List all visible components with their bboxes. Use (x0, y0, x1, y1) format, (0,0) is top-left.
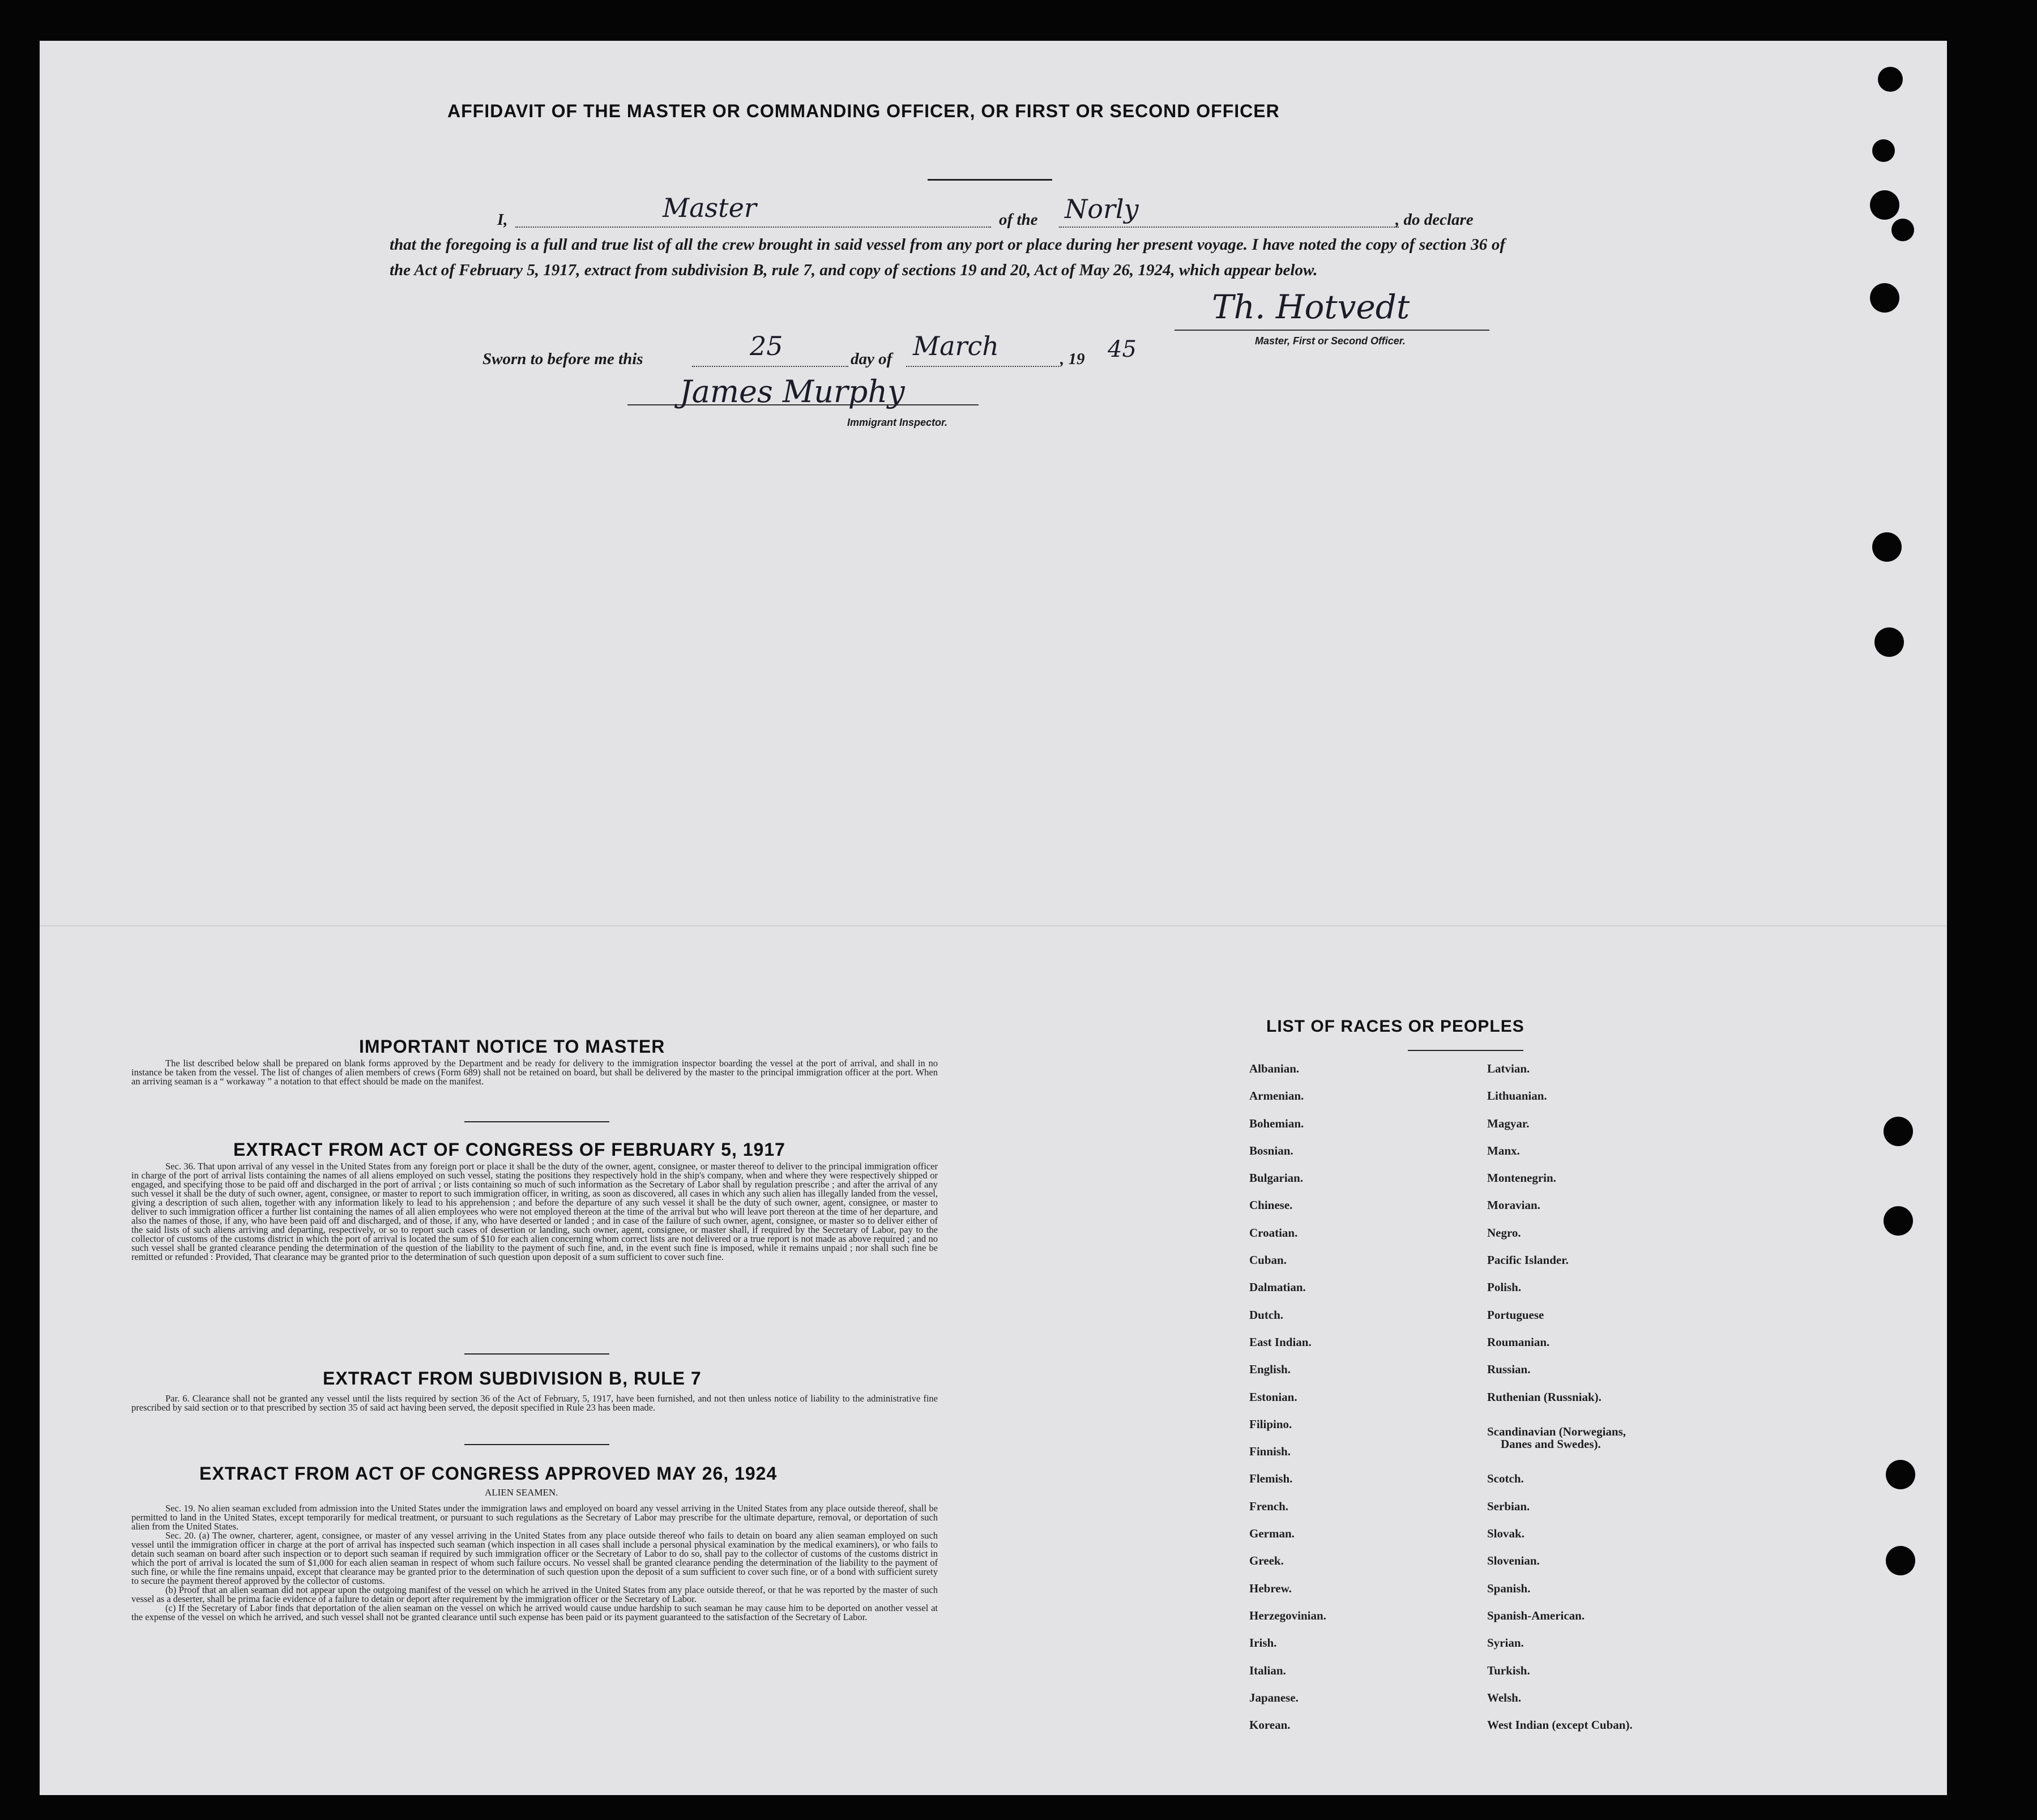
section-divider (464, 1444, 609, 1445)
race-item: Serbian. (1487, 1499, 1530, 1513)
race-item: Slovak. (1487, 1527, 1524, 1541)
month-handwriting: March (913, 331, 999, 361)
signature-caption: Master, First or Second Officer. (1255, 335, 1406, 347)
punch-hole (1891, 219, 1914, 241)
extract-1917-text (131, 1162, 938, 1262)
vessel-field-line (1059, 227, 1399, 228)
punch-hole (1872, 139, 1895, 162)
vessel-name-handwriting: Norly (1065, 194, 1139, 224)
master-name-handwriting: Master (663, 193, 757, 223)
extract-1924-text (131, 1504, 938, 1622)
race-item-line: Scandinavian (Norwegians, (1487, 1424, 1626, 1438)
race-item: Russian. (1487, 1362, 1531, 1377)
race-item: Filipino. (1249, 1417, 1292, 1431)
race-item: Croatian. (1249, 1225, 1298, 1240)
race-item: East Indian. (1249, 1335, 1312, 1349)
race-item: Portuguese (1487, 1308, 1544, 1322)
sworn-label: Sworn to before me this (482, 350, 643, 368)
punch-hole (1872, 532, 1902, 562)
race-item-line: Danes and Swedes). (1501, 1437, 1601, 1451)
sec20b-paragraph: (b) Proof that an alien seaman did not appear upon the outgoing manifest of the vessel on which he arrived in the United States from any place outside thereof, or that he was reported by the master of such vessel as a deserter, shall be prima facie evidence of a failure to detain or deport after requirement by the immigration officer or the Secretary of Labor. (131, 1584, 938, 1604)
race-item: Finnish. (1249, 1445, 1291, 1459)
year-prefix: , 19 (1060, 350, 1085, 368)
notice-text (131, 1059, 938, 1086)
punch-hole (1884, 1206, 1913, 1236)
punch-hole (1878, 67, 1903, 92)
fold-line (40, 925, 1947, 926)
race-item: Hebrew. (1249, 1581, 1292, 1595)
sec20c-paragraph: (c) If the Secretary of Labor finds that deportation of the alien seaman on the vessel on which he arrived would cause undue hardship to such seaman he may cause him to be deported on another vessel at the expense of the vessel on which he arrived, and such vessel shall not be granted clearance until such expense has been paid or its payment guaranteed to the satisfaction of the Secretary of Labor. (131, 1603, 938, 1622)
race-item: Spanish. (1487, 1581, 1531, 1595)
race-item: Bulgarian. (1249, 1171, 1304, 1185)
races-underline (1408, 1050, 1523, 1051)
punch-hole (1870, 190, 1899, 220)
race-item: Dalmatian. (1249, 1280, 1306, 1294)
race-item: Latvian. (1487, 1062, 1530, 1075)
race-item: Armenian. (1249, 1089, 1304, 1103)
race-item: French. (1249, 1499, 1289, 1513)
race-item: Polish. (1487, 1280, 1522, 1294)
punch-hole (1884, 1117, 1913, 1146)
race-item: West Indian (except Cuban). (1487, 1718, 1633, 1732)
extract-rule7-title: EXTRACT FROM SUBDIVISION B, RULE 7 (323, 1368, 702, 1389)
races-column-2 (1487, 1062, 1633, 1745)
inspector-caption: Immigrant Inspector. (847, 417, 948, 428)
section-divider (464, 1353, 609, 1355)
notice-title: IMPORTANT NOTICE TO MASTER (359, 1036, 665, 1057)
race-item: Moravian. (1487, 1198, 1540, 1212)
race-item: Welsh. (1487, 1690, 1522, 1704)
month-field-line (906, 366, 1059, 367)
punch-hole (1874, 627, 1904, 657)
race-item: German. (1249, 1527, 1295, 1541)
punch-hole (1886, 1546, 1915, 1575)
race-item: Magyar. (1487, 1116, 1530, 1130)
races-column-1 (1249, 1062, 1326, 1745)
day-of-label: day of (851, 350, 892, 368)
par6-paragraph: Par. 6. Clearance shall not be granted any vessel until the lists required by section 36 of the Act of February, 5, 1917, have been furnished, and not then unless notice of liability to the administrative fine prescribed by said section or to that prescribed by section 35 of said act having been served, the deposit specified in Rule 23 has been made. (131, 1393, 938, 1413)
punch-hole (1886, 1460, 1915, 1489)
race-item: Dutch. (1249, 1308, 1284, 1322)
signature-line (1175, 330, 1489, 331)
race-item: Japanese. (1249, 1690, 1299, 1704)
master-signature: Th. Hotvedt (1212, 288, 1410, 326)
race-item: Montenegrin. (1487, 1171, 1556, 1185)
race-item: Slovenian. (1487, 1554, 1540, 1568)
race-item: Bosnian. (1249, 1143, 1293, 1157)
of-the-label: of the (999, 211, 1038, 229)
affidavit-title: AFFIDAVIT OF THE MASTER OR COMMANDING OFFICER, OR FIRST OR SECOND OFFICER (447, 101, 1280, 121)
inspector-signature: James Murphy (680, 374, 905, 409)
race-item: Roumanian. (1487, 1335, 1550, 1349)
i-label: I, (497, 211, 508, 229)
race-item: Italian. (1249, 1663, 1286, 1677)
extract-1924-title: EXTRACT FROM ACT OF CONGRESS APPROVED MAY 26, 1924 (199, 1463, 778, 1484)
race-item: Herzegovinian. (1249, 1608, 1326, 1622)
race-item: Cuban. (1249, 1253, 1287, 1267)
day-field-line (692, 366, 848, 367)
extract-rule7-text (131, 1394, 938, 1412)
day-handwriting: 25 (750, 331, 783, 361)
alien-seamen-subtitle: ALIEN SEAMEN. (485, 1487, 558, 1498)
do-declare-label: , do declare (1395, 211, 1474, 229)
sec20a-paragraph: Sec. 20. (a) The owner, charterer, agent, consignee, or master of any vessel arriving in the United States from any place outside thereof who fails to detain on board any alien seaman employed on such vessel until the immigration officer in charge at the port of arrival has inspected such seaman (which inspection in all cases shall include a personal physical examination by the medical examiners), or who fails to detain such seaman on board after such inspection or to deport such seaman if required by such immigration officer or the Secretary of Labor to do so, shall pay to the collector of customs of the customs district in which the port of arrival is located the sum of $1,000 for each alien seaman in respect of whom such failure occurs. No vessel shall be granted clearance pending the determination of the liability to the payment of such fine, or while the fine remains unpaid, except that clearance may be granted prior to the determination of such question upon the deposit of a sum sufficient to cover such fine, or of a bond with sufficient surety to secure the payment thereof approved by the collector of customs. (131, 1530, 938, 1586)
race-item: Ruthenian (Russniak). (1487, 1390, 1602, 1404)
race-item: English. (1249, 1362, 1291, 1377)
race-item: Estonian. (1249, 1390, 1297, 1404)
year-handwriting: 45 (1108, 336, 1137, 362)
title-underline (928, 179, 1052, 181)
race-item: Syrian. (1487, 1636, 1524, 1650)
race-item: Spanish-American. (1487, 1608, 1585, 1622)
race-item: Manx. (1487, 1143, 1520, 1157)
race-item: Greek. (1249, 1554, 1284, 1568)
declaration-text: that the foregoing is a full and true list of all the crew brought in said vessel from any port or place during her present voyage. I have noted the copy of section 36 of the Act of February 5, 1917, extract from subdivision B, rule 7, and copy of sections 19 and 20, Act of May 26, 1924, which appear below. (390, 236, 1505, 279)
race-item: Korean. (1249, 1718, 1291, 1732)
race-item: Bohemian. (1249, 1116, 1304, 1130)
race-item: Negro. (1487, 1225, 1521, 1240)
sec19-paragraph: Sec. 19. No alien seaman excluded from admission into the United States under the immigration laws and employed on board any vessel arriving in the United States from any place outside thereof, shall be permitted to land in the United States, except temporarily for medical treatment, or pursuant to such regulations as the Secretary of Labor may prescribe for the ultimate departure, removal, or deportation of such alien from the United States. (131, 1503, 938, 1532)
race-item: Chinese. (1249, 1198, 1293, 1212)
race-item: Lithuanian. (1487, 1089, 1547, 1103)
section-divider (464, 1121, 609, 1122)
race-item: Pacific Islander. (1487, 1253, 1569, 1267)
race-item: Irish. (1249, 1636, 1277, 1650)
race-item-scandinavian (1487, 1417, 1633, 1472)
punch-hole (1870, 283, 1899, 313)
race-item: Albanian. (1249, 1062, 1300, 1075)
race-item: Flemish. (1249, 1472, 1293, 1486)
sec36-paragraph: Sec. 36. That upon arrival of any vessel in the United States from any foreign port or place it shall be the duty of the owner, agent, consignee, or master thereof to deliver to the principal immigration officer in charge of the port of arrival lists containing the names of all aliens employed on such vessel, stating the positions they respectively hold in the ship's company, when and where they were respectively shipped or engaged, and specifying those to be paid off and discharged in the port of arrival ; or lists containing so much of such information as the Secretary of Labor shall by regulation prescribe ; and after the arrival of any such vessel it shall be the duty of such owner, agent, consignee, or master to report to such immigration officer, in writing, as soon as discovered, all cases in which any such alien has illegally landed from the vessel, giving a description of such alien, together with any information likely to lead to his apprehension ; and before the departure of any such vessel it shall be the duty of such owner, agent, consignee, or master to deliver to such immigration officer a further list containing the names of all alien employees who were not employed thereon at the time of the arrival but who will leave port thereon at the time of her departure, and also the names of those, if any, who have been paid off and discharged, and of those, if any, who have deserted or landed ; and in case of the failure of such owner, agent, consignee, or master so to deliver either of the said lists of such aliens arriving and departing, respectively, or so to report such cases of desertion or landing, such owner, agent, consignee, or master shall, if required by the Secretary of Labor, pay to the collector of customs of the customs district in which the port of arrival is located the sum of $10 for each alien concerning whom correct lists are not delivered or a true report is not made as above required ; and no such vessel shall be granted clearance pending the determination of the question of the liability to the payment of such fine, and, in the event such fine is imposed, while it remains unpaid ; nor shall such fine be remitted or refunded : Provided, That clearance may be granted prior to the determination of such question upon deposit of a sum sufficient to cover such fine. (131, 1161, 938, 1262)
notice-paragraph: The list described below shall be prepared on blank forms approved by the Department and be ready for delivery to the immigration inspector boarding the vessel at the port of arrival, and shall in no instance be taken from the vessel. The list of changes of alien members of crews (Form 689) shall not be retained on board, but shall be delivered by the master to the principal immigration officer at the port. When an arriving seaman is a “ workaway ” a notation to that effect should be made on the manifest. (131, 1058, 938, 1087)
race-item: Turkish. (1487, 1663, 1530, 1677)
extract-1917-title: EXTRACT FROM ACT OF CONGRESS OF FEBRUARY 5, 1917 (233, 1139, 785, 1160)
races-title: LIST OF RACES OR PEOPLES (1266, 1017, 1524, 1036)
name-field-line (515, 227, 991, 228)
race-item: Scotch. (1487, 1472, 1524, 1486)
